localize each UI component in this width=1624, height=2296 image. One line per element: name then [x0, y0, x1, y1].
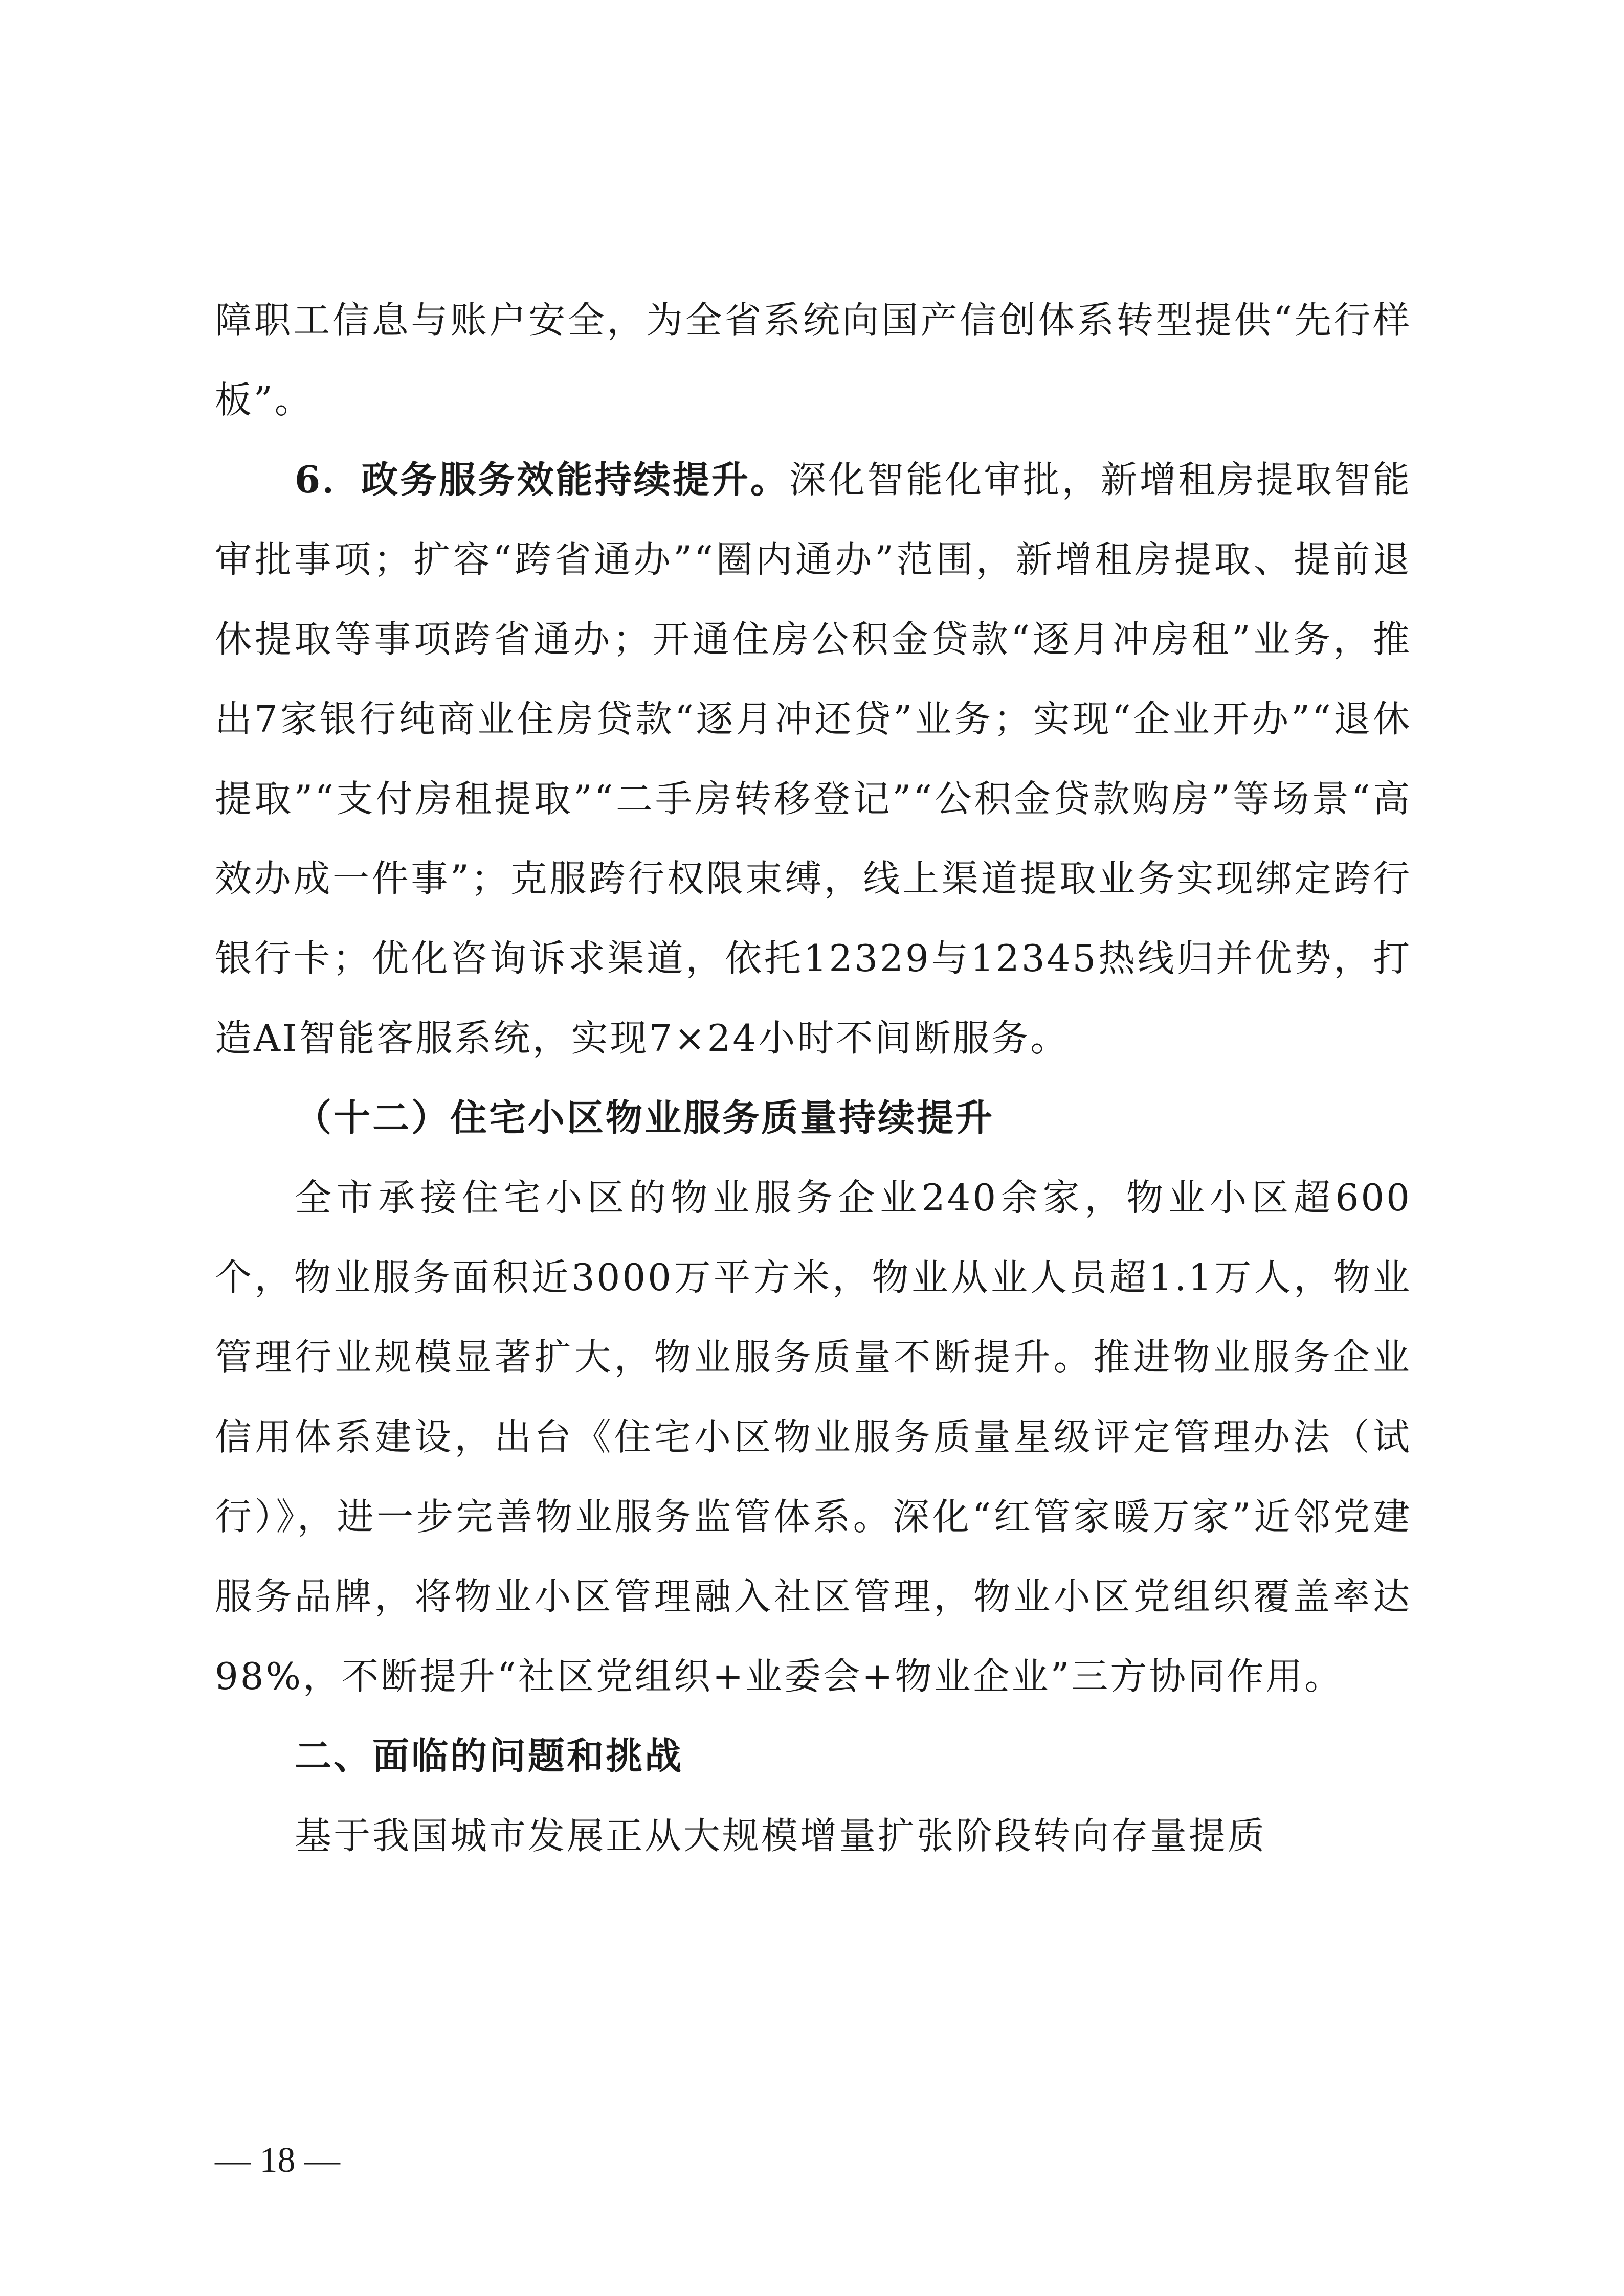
page-number: — 18 — — [215, 2141, 340, 2180]
section-heading-property-service: （十二）住宅小区物业服务质量持续提升 — [295, 1096, 995, 1139]
paragraph-property-service — [215, 1158, 1412, 1716]
paragraph-government-service — [215, 440, 1412, 1078]
paragraph-text: 全市承接住宅小区的物业服务企业240余家，物业小区超600个，物业服务面积近3000万平方米，物业从业人员超1.1万人，物业管理行业规模显著扩大，物业服务质量不断提升。推进物业服务企业信用体系建设，出台《住宅小区物业服务质量星级评定管理办法（试行）》，进一步完善物业服务监管体系。深化“红管家暖万家”近邻党建服务品牌，将物业小区管理融入社区管理，物业小区党组织覆盖率达98%，不断提升“社区党组织+业委会+物业企业”三方协同作用。 — [215, 1176, 1412, 1698]
chapter-heading-challenges: 二、面临的问题和挑战 — [295, 1735, 684, 1777]
document-body — [215, 280, 1412, 1876]
paragraph-continuation — [215, 280, 1412, 440]
paragraph-text: 障职工信息与账户安全，为全省系统向国产信创体系转型提供“先行样板”。 — [215, 299, 1412, 421]
paragraph-challenges — [215, 1796, 1412, 1876]
paragraph-lead-heading: 6．政务服务效能持续提升。 — [295, 458, 789, 501]
paragraph-text: 基于我国城市发展正从大规模增量扩张阶段转向存量提质 — [295, 1814, 1267, 1857]
paragraph-text: 深化智能化审批，新增租房提取智能审批事项；扩容“跨省通办”“圈内通办”范围，新增租房提取、提前退休提取等事项跨省通办；开通住房公积金贷款“逐月冲房租”业务，推出7家银行纯商业住房贷款“逐月冲还贷”业务；实现“企业开办”“退休提取”“支付房租提取”“二手房转移登记”“公积金贷款购房”等场景“高效办成一件事”；克服跨行权限束缚，线上渠道提取业务实现绑定跨行银行卡；优化咨询诉求渠道，依托12329与12345热线归并优势，打造AI智能客服系统，实现7×24小时不间断服务。 — [215, 458, 1412, 1060]
